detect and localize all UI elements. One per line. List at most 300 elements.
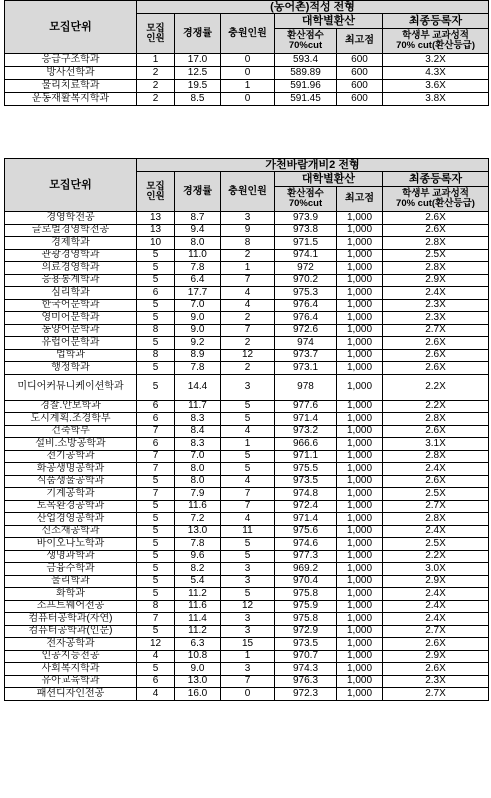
- cell-ratio: 7.0: [175, 299, 221, 312]
- cell-extra: 7: [221, 675, 275, 688]
- cell-extra: 3: [221, 563, 275, 576]
- cell-ratio: 6.3: [175, 638, 221, 651]
- cell-unit: 도시계획.조경학부: [5, 413, 137, 426]
- table-row: [5, 93, 489, 106]
- cell-grade: 2.3X: [383, 675, 489, 688]
- cell-unit: 기계공학과: [5, 488, 137, 501]
- table-row: [5, 588, 489, 601]
- cell-score: 974.1: [275, 249, 337, 262]
- cell-ratio: 13.0: [175, 525, 221, 538]
- cell-ratio: 8.7: [175, 212, 221, 225]
- cell-extra: 7: [221, 488, 275, 501]
- cell-quota: 6: [137, 287, 175, 300]
- cell-quota: 7: [137, 613, 175, 626]
- table-row: [5, 450, 489, 463]
- cell-ratio: 11.4: [175, 613, 221, 626]
- cell-ratio: 11.6: [175, 600, 221, 613]
- cell-unit: 건축학부: [5, 425, 137, 438]
- cell-score: 976.4: [275, 312, 337, 325]
- table-gachon-windmill2: [4, 158, 489, 701]
- cell-quota: 5: [137, 538, 175, 551]
- cell-ratio: 9.0: [175, 663, 221, 676]
- cell-max: 1,000: [337, 500, 383, 513]
- cell-unit: 방사선학과: [5, 67, 137, 80]
- cell-extra: 0: [221, 67, 275, 80]
- cell-grade: 2.8X: [383, 450, 489, 463]
- cell-max: 1,000: [337, 274, 383, 287]
- cell-score: 593.4: [275, 54, 337, 67]
- cell-extra: 5: [221, 413, 275, 426]
- cell-ratio: 8.0: [175, 475, 221, 488]
- cell-max: 1,000: [337, 600, 383, 613]
- cell-grade: 2.9X: [383, 650, 489, 663]
- cell-max: 1,000: [337, 525, 383, 538]
- cell-quota: 6: [137, 675, 175, 688]
- table-row: [5, 675, 489, 688]
- cell-grade: 3.2X: [383, 54, 489, 67]
- table-row: [5, 400, 489, 413]
- cell-score: 973.9: [275, 212, 337, 225]
- cell-max: 1,000: [337, 663, 383, 676]
- cell-extra: 11: [221, 525, 275, 538]
- cell-unit: 식품생물공학과: [5, 475, 137, 488]
- cell-max: 1,000: [337, 299, 383, 312]
- cell-max: 1,000: [337, 650, 383, 663]
- cell-extra: 15: [221, 638, 275, 651]
- cell-quota: 5: [137, 525, 175, 538]
- cell-grade: 2.4X: [383, 600, 489, 613]
- cell-quota: 13: [137, 212, 175, 225]
- cell-quota: 6: [137, 400, 175, 413]
- cell-score: 970.7: [275, 650, 337, 663]
- header-conv-score: 환산점수 70%cut: [275, 187, 337, 212]
- cell-score: 975.9: [275, 600, 337, 613]
- cell-unit: 심리학과: [5, 287, 137, 300]
- cell-grade: 2.5X: [383, 538, 489, 551]
- cell-ratio: 11.2: [175, 588, 221, 601]
- cell-ratio: 12.5: [175, 67, 221, 80]
- cell-score: 973.5: [275, 475, 337, 488]
- cell-max: 1,000: [337, 488, 383, 501]
- cell-unit: 화공생명공학과: [5, 463, 137, 476]
- cell-quota: 8: [137, 349, 175, 362]
- table-row: [5, 312, 489, 325]
- cell-score: 971.4: [275, 413, 337, 426]
- cell-ratio: 8.0: [175, 463, 221, 476]
- cell-extra: 3: [221, 613, 275, 626]
- table-row: [5, 563, 489, 576]
- cell-ratio: 9.6: [175, 550, 221, 563]
- cell-quota: 5: [137, 274, 175, 287]
- cell-grade: 2.4X: [383, 463, 489, 476]
- cell-unit: 소프트웨어전공: [5, 600, 137, 613]
- header-conv-score: 환산점수 70%cut: [275, 29, 337, 54]
- cell-max: 1,000: [337, 324, 383, 337]
- cell-grade: 2.7X: [383, 324, 489, 337]
- cell-max: 1,000: [337, 237, 383, 250]
- cell-max: 1,000: [337, 450, 383, 463]
- table-row: [5, 688, 489, 701]
- cell-score: 591.96: [275, 80, 337, 93]
- cell-quota: 13: [137, 224, 175, 237]
- cell-ratio: 13.0: [175, 675, 221, 688]
- cell-extra: 8: [221, 237, 275, 250]
- cell-max: 1,000: [337, 212, 383, 225]
- table-row: [5, 274, 489, 287]
- cell-quota: 5: [137, 475, 175, 488]
- cell-extra: 5: [221, 588, 275, 601]
- cell-quota: 4: [137, 688, 175, 701]
- cell-ratio: 11.7: [175, 400, 221, 413]
- header-final-sub: 학생부 교과성적 70% cut(환산등급): [383, 187, 489, 212]
- table-row: [5, 324, 489, 337]
- cell-max: 1,000: [337, 688, 383, 701]
- cell-extra: 9: [221, 224, 275, 237]
- cell-unit: 패션디자인전공: [5, 688, 137, 701]
- cell-extra: 5: [221, 538, 275, 551]
- cell-unit: 컴퓨터공학과(인문): [5, 625, 137, 638]
- cell-unit: 글로벌경영학전공: [5, 224, 137, 237]
- cell-grade: 2.4X: [383, 588, 489, 601]
- cell-quota: 7: [137, 450, 175, 463]
- cell-ratio: 19.5: [175, 80, 221, 93]
- cell-quota: 5: [137, 513, 175, 526]
- table-row: [5, 67, 489, 80]
- cell-extra: 3: [221, 212, 275, 225]
- cell-ratio: 11.2: [175, 625, 221, 638]
- table-row: [5, 650, 489, 663]
- cell-quota: 5: [137, 249, 175, 262]
- cell-extra: 7: [221, 274, 275, 287]
- cell-unit: 응급구조학과: [5, 54, 137, 67]
- cell-ratio: 14.4: [175, 374, 221, 400]
- cell-extra: 2: [221, 362, 275, 375]
- cell-grade: 2.4X: [383, 287, 489, 300]
- header-conv-group: 대학별환산: [275, 14, 383, 29]
- cell-extra: 12: [221, 349, 275, 362]
- cell-max: 1,000: [337, 613, 383, 626]
- cell-ratio: 9.4: [175, 224, 221, 237]
- cell-ratio: 9.0: [175, 324, 221, 337]
- cell-max: 1,000: [337, 438, 383, 451]
- cell-unit: 동양어문학과: [5, 324, 137, 337]
- cell-score: 978: [275, 374, 337, 400]
- table-row: [5, 513, 489, 526]
- cell-max: 1,000: [337, 262, 383, 275]
- cell-unit: 전자공학과: [5, 638, 137, 651]
- cell-unit: 금융수학과: [5, 563, 137, 576]
- cell-max: 1,000: [337, 362, 383, 375]
- cell-max: 1,000: [337, 513, 383, 526]
- cell-max: 1,000: [337, 550, 383, 563]
- cell-quota: 6: [137, 413, 175, 426]
- cell-ratio: 11.6: [175, 500, 221, 513]
- cell-quota: 4: [137, 650, 175, 663]
- cell-max: 1,000: [337, 287, 383, 300]
- cell-extra: 2: [221, 249, 275, 262]
- cell-ratio: 17.0: [175, 54, 221, 67]
- cell-extra: 0: [221, 688, 275, 701]
- cell-grade: 2.5X: [383, 249, 489, 262]
- table-row: [5, 249, 489, 262]
- cell-score: 977.3: [275, 550, 337, 563]
- cell-extra: 3: [221, 575, 275, 588]
- cell-grade: 2.7X: [383, 688, 489, 701]
- cell-quota: 5: [137, 337, 175, 350]
- cell-score: 971.4: [275, 513, 337, 526]
- header-extra: 충원인원: [221, 172, 275, 212]
- cell-extra: 2: [221, 337, 275, 350]
- cell-score: 973.5: [275, 638, 337, 651]
- table-row: [5, 425, 489, 438]
- cell-ratio: 8.9: [175, 349, 221, 362]
- cell-ratio: 8.4: [175, 425, 221, 438]
- table-row: [5, 475, 489, 488]
- cell-extra: 4: [221, 475, 275, 488]
- cell-max: 1,000: [337, 575, 383, 588]
- cell-score: 591.45: [275, 93, 337, 106]
- cell-ratio: 7.8: [175, 262, 221, 275]
- table-row: [5, 575, 489, 588]
- cell-quota: 2: [137, 80, 175, 93]
- cell-grade: 3.0X: [383, 563, 489, 576]
- cell-grade: 2.8X: [383, 262, 489, 275]
- cell-ratio: 17.7: [175, 287, 221, 300]
- cell-quota: 10: [137, 237, 175, 250]
- cell-unit: 경찰.안보학과: [5, 400, 137, 413]
- cell-grade: 2.2X: [383, 374, 489, 400]
- table-row: [5, 287, 489, 300]
- cell-quota: 5: [137, 663, 175, 676]
- cell-unit: 토목환경공학과: [5, 500, 137, 513]
- cell-ratio: 8.3: [175, 413, 221, 426]
- cell-grade: 2.2X: [383, 400, 489, 413]
- cell-grade: 2.6X: [383, 425, 489, 438]
- header-ratio: 경쟁률: [175, 172, 221, 212]
- table-row: [5, 212, 489, 225]
- cell-quota: 5: [137, 362, 175, 375]
- cell-grade: 3.1X: [383, 438, 489, 451]
- cell-score: 974: [275, 337, 337, 350]
- cell-ratio: 7.2: [175, 513, 221, 526]
- cell-unit: 관광경영학과: [5, 249, 137, 262]
- cell-extra: 7: [221, 324, 275, 337]
- header-quota: 모집 인원: [137, 14, 175, 54]
- cell-extra: 3: [221, 625, 275, 638]
- cell-unit: 유럽어문학과: [5, 337, 137, 350]
- cell-max: 1,000: [337, 400, 383, 413]
- cell-quota: 5: [137, 500, 175, 513]
- cell-quota: 5: [137, 550, 175, 563]
- cell-ratio: 10.8: [175, 650, 221, 663]
- cell-score: 976.3: [275, 675, 337, 688]
- cell-grade: 2.6X: [383, 349, 489, 362]
- cell-score: 973.7: [275, 349, 337, 362]
- header-conv-group: 대학별환산: [275, 172, 383, 187]
- cell-max: 1,000: [337, 312, 383, 325]
- cell-quota: 5: [137, 374, 175, 400]
- cell-quota: 5: [137, 625, 175, 638]
- table-row: [5, 224, 489, 237]
- cell-quota: 1: [137, 54, 175, 67]
- header-max: 최고점: [337, 29, 383, 54]
- header-quota: 모집 인원: [137, 172, 175, 212]
- cell-max: 1,000: [337, 625, 383, 638]
- table-row: [5, 663, 489, 676]
- cell-ratio: 9.0: [175, 312, 221, 325]
- table-row: [5, 500, 489, 513]
- header-unit: 모집단위: [5, 1, 137, 54]
- cell-score: 972.6: [275, 324, 337, 337]
- cell-max: 1,000: [337, 249, 383, 262]
- cell-unit: 응용통계학과: [5, 274, 137, 287]
- cell-max: 1,000: [337, 374, 383, 400]
- table-row: [5, 613, 489, 626]
- cell-score: 974.6: [275, 538, 337, 551]
- table-row: [5, 337, 489, 350]
- cell-score: 975.6: [275, 525, 337, 538]
- cell-extra: 1: [221, 438, 275, 451]
- cell-grade: 2.9X: [383, 575, 489, 588]
- cell-unit: 한국어문학과: [5, 299, 137, 312]
- table-row: [5, 438, 489, 451]
- cell-grade: 2.6X: [383, 475, 489, 488]
- cell-grade: 2.7X: [383, 500, 489, 513]
- cell-unit: 경제학과: [5, 237, 137, 250]
- cell-max: 1,000: [337, 463, 383, 476]
- cell-score: 973.1: [275, 362, 337, 375]
- table-row: [5, 374, 489, 400]
- cell-score: 970.4: [275, 575, 337, 588]
- cell-ratio: 7.8: [175, 538, 221, 551]
- cell-unit: 물리치료학과: [5, 80, 137, 93]
- header-final-group: 최종등록자: [383, 14, 489, 29]
- cell-extra: 0: [221, 54, 275, 67]
- cell-max: 1,000: [337, 638, 383, 651]
- header-ratio: 경쟁률: [175, 14, 221, 54]
- cell-ratio: 16.0: [175, 688, 221, 701]
- cell-quota: 8: [137, 324, 175, 337]
- cell-max: 1,000: [337, 588, 383, 601]
- cell-score: 973.8: [275, 224, 337, 237]
- cell-grade: 2.6X: [383, 212, 489, 225]
- cell-max: 1,000: [337, 563, 383, 576]
- cell-max: 1,000: [337, 475, 383, 488]
- cell-max: 1,000: [337, 224, 383, 237]
- cell-grade: 2.8X: [383, 513, 489, 526]
- cell-grade: 2.6X: [383, 638, 489, 651]
- cell-extra: 1: [221, 262, 275, 275]
- table-row: [5, 80, 489, 93]
- table-title: (농어촌)적성 전형: [137, 1, 489, 14]
- cell-quota: 7: [137, 488, 175, 501]
- cell-ratio: 6.4: [175, 274, 221, 287]
- cell-quota: 5: [137, 312, 175, 325]
- table-row: [5, 463, 489, 476]
- cell-extra: 5: [221, 463, 275, 476]
- cell-extra: 12: [221, 600, 275, 613]
- cell-unit: 화학과: [5, 588, 137, 601]
- cell-score: 977.6: [275, 400, 337, 413]
- cell-unit: 법학과: [5, 349, 137, 362]
- table-row: [5, 538, 489, 551]
- cell-ratio: 8.5: [175, 93, 221, 106]
- cell-score: 975.8: [275, 588, 337, 601]
- cell-quota: 6: [137, 438, 175, 451]
- cell-extra: 0: [221, 93, 275, 106]
- table-row: [5, 550, 489, 563]
- cell-max: 1,000: [337, 538, 383, 551]
- cell-extra: 4: [221, 513, 275, 526]
- cell-quota: 8: [137, 600, 175, 613]
- cell-extra: 4: [221, 299, 275, 312]
- cell-extra: 5: [221, 550, 275, 563]
- cell-score: 975.8: [275, 613, 337, 626]
- cell-unit: 설비.소방공학과: [5, 438, 137, 451]
- table-rural-aptitude: [4, 0, 489, 106]
- table-row: [5, 638, 489, 651]
- cell-ratio: 8.3: [175, 438, 221, 451]
- cell-extra: 5: [221, 400, 275, 413]
- cell-score: 589.89: [275, 67, 337, 80]
- cell-max: 600: [337, 54, 383, 67]
- table-row: [5, 299, 489, 312]
- cell-extra: 1: [221, 650, 275, 663]
- cell-grade: 2.7X: [383, 625, 489, 638]
- cell-max: 600: [337, 93, 383, 106]
- cell-quota: 5: [137, 262, 175, 275]
- cell-quota: 7: [137, 425, 175, 438]
- cell-quota: 5: [137, 563, 175, 576]
- table-row: [5, 625, 489, 638]
- cell-grade: 2.4X: [383, 525, 489, 538]
- cell-score: 972.9: [275, 625, 337, 638]
- header-unit: 모집단위: [5, 159, 137, 212]
- cell-grade: 3.8X: [383, 93, 489, 106]
- cell-score: 966.6: [275, 438, 337, 451]
- cell-score: 974.3: [275, 663, 337, 676]
- header-final-sub: 학생부 교과성적 70% cut(환산등급): [383, 29, 489, 54]
- cell-unit: 유아교육학과: [5, 675, 137, 688]
- table-row: [5, 525, 489, 538]
- cell-unit: 바이오나노학과: [5, 538, 137, 551]
- cell-unit: 컴퓨터공학과(자연): [5, 613, 137, 626]
- cell-grade: 2.5X: [383, 488, 489, 501]
- cell-ratio: 7.0: [175, 450, 221, 463]
- table-row: [5, 349, 489, 362]
- cell-extra: 3: [221, 374, 275, 400]
- cell-quota: 12: [137, 638, 175, 651]
- cell-grade: 2.4X: [383, 613, 489, 626]
- cell-grade: 2.8X: [383, 413, 489, 426]
- cell-unit: 운동재활복지학과: [5, 93, 137, 106]
- header-max: 최고점: [337, 187, 383, 212]
- cell-ratio: 7.9: [175, 488, 221, 501]
- cell-unit: 물리학과: [5, 575, 137, 588]
- table-row: [5, 362, 489, 375]
- header-extra: 충원인원: [221, 14, 275, 54]
- cell-ratio: 8.2: [175, 563, 221, 576]
- cell-max: 1,000: [337, 675, 383, 688]
- cell-score: 972.3: [275, 688, 337, 701]
- cell-grade: 3.6X: [383, 80, 489, 93]
- cell-quota: 7: [137, 463, 175, 476]
- cell-max: 1,000: [337, 413, 383, 426]
- cell-extra: 1: [221, 80, 275, 93]
- table-row: [5, 413, 489, 426]
- cell-extra: 4: [221, 425, 275, 438]
- table-row: [5, 488, 489, 501]
